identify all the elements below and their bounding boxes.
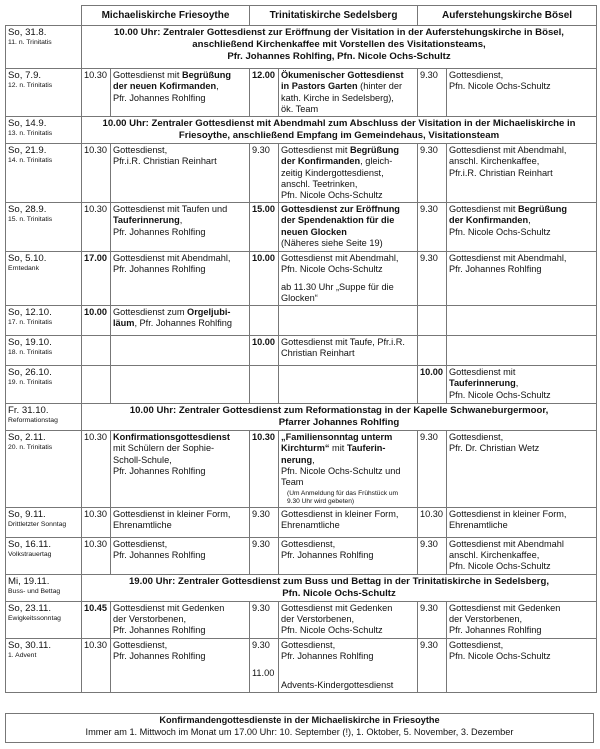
date-cell	[6, 538, 82, 575]
service-text: Pfr. Johannes Rohlfing	[113, 625, 206, 636]
service-details-cell	[447, 69, 597, 117]
breakfast-note-line: (Um Anmeldung für das Frühstück um	[287, 490, 399, 498]
central-service-cell	[82, 404, 597, 431]
service-text: Gottesdienst mit	[449, 367, 516, 378]
service-text: „Familiensonntag unterm	[281, 432, 393, 443]
service-details-cell	[279, 69, 418, 117]
service-time: 10.45	[84, 603, 107, 613]
service-text: Pfr. Johannes Rohlfing	[449, 625, 542, 636]
service-text: Gottesdienst,	[281, 640, 336, 650]
date-label: So, 28.9.	[8, 204, 47, 216]
service-text: (hinter der	[357, 81, 403, 92]
service-details-cell	[447, 336, 597, 366]
service-time: 10.30	[84, 509, 107, 519]
date-label: So, 14.9.	[8, 118, 47, 130]
service-text: ,	[528, 215, 531, 226]
service-time-cell	[250, 639, 279, 693]
central-service-text: Pfn. Nicole Ochs-Schultz	[282, 587, 396, 599]
breakfast-note	[281, 490, 415, 506]
service-time-cell	[250, 366, 279, 404]
service-text: (Näheres siehe Seite 19)	[281, 237, 383, 248]
service-time-cell	[82, 366, 111, 404]
date-label: So, 19.10.	[8, 337, 52, 349]
liturgical-day-label: 11. n. Trinitatis	[8, 38, 52, 46]
date-label: Fr. 31.10.	[8, 405, 49, 417]
service-time: 10.30	[84, 539, 107, 549]
service-text: ,	[515, 378, 519, 389]
service-text: , Pfr. Johannes Rohlfing	[134, 318, 233, 329]
date-label: So, 7.9.	[8, 70, 42, 82]
service-time: 10.30	[84, 432, 107, 443]
service-text: Pfr. Johannes Rohlfing	[281, 651, 374, 662]
service-text: ,	[312, 454, 315, 465]
service-text: Kirchturm“	[281, 443, 330, 454]
service-text: neuen Glocken	[281, 226, 347, 237]
service-time-cell	[250, 602, 279, 639]
date-label: So, 5.10.	[8, 253, 47, 265]
service-details-cell	[279, 252, 418, 306]
service-time: 10.30	[84, 145, 107, 156]
date-cell	[6, 117, 82, 144]
service-text: Pfr. Johannes Rohlfing	[113, 226, 206, 237]
service-text: Gottesdienst,	[449, 70, 504, 81]
service-text: ,	[179, 215, 183, 226]
service-details-cell	[111, 306, 250, 336]
service-time-cell	[250, 336, 279, 366]
date-cell	[6, 508, 82, 538]
central-service-text: Friesoythe, anschließend Empfang im Gemeindehaus, Visitationsteam	[178, 130, 500, 142]
service-details-cell	[279, 538, 418, 575]
service-text: Ehrenamtliche	[113, 520, 172, 531]
service-text: Konfirmationsgottesdienst	[113, 432, 230, 443]
service-text: Ehrenamtliche	[449, 520, 508, 531]
service-details-cell	[111, 431, 250, 508]
service-text: der Spendenaktion für die	[281, 215, 395, 226]
schedule-row	[6, 203, 597, 252]
service-details-cell	[447, 252, 597, 306]
central-service-cell	[82, 575, 597, 602]
service-time-cell	[82, 602, 111, 639]
service-time-cell	[250, 508, 279, 538]
service-text: anschl. Teetrinken,	[281, 178, 358, 189]
service-time: 9.30	[420, 145, 438, 156]
service-time-cell	[418, 639, 447, 693]
liturgical-day-label: Drittletzter Sonntag	[8, 520, 67, 528]
extra-service-text: Advents-Kindergottesdienst	[281, 679, 394, 690]
service-time-cell	[82, 336, 111, 366]
service-text: Begrüßung	[349, 145, 399, 156]
schedule-row	[6, 431, 597, 508]
service-time: 10.00	[420, 367, 444, 378]
service-time: 9.30	[420, 640, 438, 650]
service-time-cell	[418, 252, 447, 306]
service-time-cell	[418, 508, 447, 538]
service-time-cell	[418, 306, 447, 336]
service-time-cell	[418, 336, 447, 366]
service-text: Pfr. Johannes Rohlfing	[113, 651, 206, 662]
service-text: Begrüßung	[517, 204, 567, 215]
schedule-row	[6, 144, 597, 203]
service-time: 10.00	[84, 307, 107, 318]
header-michaeliskirche: Michaeliskirche Friesoythe	[82, 6, 250, 26]
service-text: Pfn. Nicole Ochs-Schultz	[449, 561, 551, 572]
service-details-cell	[279, 366, 418, 404]
service-text: der Verstorbenen,	[113, 614, 187, 625]
service-time: 10.30	[84, 640, 107, 650]
date-label: So, 23.11.	[8, 603, 52, 614]
service-text: Gottesdienst mit Gedenken	[281, 603, 393, 613]
service-time: 9.30	[420, 253, 438, 264]
service-details-cell	[447, 203, 597, 252]
service-text: Pfr. Dr. Christian Wetz	[449, 443, 540, 454]
service-time: 9.30	[420, 539, 438, 549]
service-text: mit	[329, 443, 347, 454]
service-time-cell	[418, 144, 447, 203]
service-details-cell	[279, 306, 418, 336]
service-time-cell	[418, 203, 447, 252]
service-time-cell	[82, 508, 111, 538]
service-details-cell	[447, 639, 597, 693]
service-text: Gottesdienst mit Taufen und	[113, 204, 228, 215]
service-details-cell	[111, 144, 250, 203]
date-cell	[6, 404, 82, 431]
service-text: Pfn. Nicole Ochs-Schultz	[449, 226, 551, 237]
date-cell	[6, 203, 82, 252]
date-label: So, 31.8.	[8, 27, 47, 39]
liturgical-day-label: Erntedank	[8, 264, 39, 272]
service-text: Tauferinnerung	[113, 215, 180, 226]
service-details-cell	[447, 538, 597, 575]
service-text: Christian Reinhart	[281, 348, 355, 359]
service-time-cell	[250, 69, 279, 117]
service-text: ,	[216, 81, 219, 92]
schedule-row	[6, 252, 597, 306]
date-cell	[6, 366, 82, 404]
service-text: Pfn. Nicole Ochs-Schultz	[281, 264, 383, 275]
date-cell	[6, 602, 82, 639]
schedule-row	[6, 26, 597, 69]
service-text: Tauferin-	[346, 443, 386, 454]
service-details-cell	[111, 538, 250, 575]
schedule-row	[6, 404, 597, 431]
service-text: Pfr. Johannes Rohlfing	[449, 264, 542, 275]
service-details-cell	[279, 508, 418, 538]
service-text: der Verstorbenen,	[449, 614, 523, 625]
service-time: 17.00	[84, 253, 107, 264]
service-text: Gottesdienst mit Taufe, Pfr.i.R.	[281, 337, 405, 348]
service-text: Orgeljubi-	[187, 307, 231, 318]
service-time-cell	[250, 431, 279, 508]
central-service-cell	[82, 117, 597, 144]
schedule-row	[6, 538, 597, 575]
schedule-row	[6, 69, 597, 117]
service-details-cell	[111, 69, 250, 117]
date-label: So, 12.10.	[8, 307, 52, 319]
date-cell	[6, 26, 82, 69]
service-text: Gottesdienst,	[113, 145, 168, 156]
service-text: Gottesdienst in kleiner Form,	[113, 509, 231, 519]
liturgical-day-label: 18. n. Trinitatis	[8, 348, 53, 356]
service-time-cell	[82, 639, 111, 693]
service-details-cell	[279, 203, 418, 252]
service-text: Gottesdienst mit	[281, 145, 350, 156]
service-text: Gottesdienst mit	[113, 70, 182, 81]
service-text: in Pastors Garten	[281, 81, 358, 92]
date-cell	[6, 639, 82, 693]
service-text: , gleich-	[360, 156, 393, 167]
date-cell	[6, 306, 82, 336]
central-service-text: Pfarrer Johannes Rohlfing	[278, 417, 400, 429]
service-time: 10.30	[420, 509, 444, 519]
service-text: Pfr. Johannes Rohlfing	[113, 550, 206, 561]
date-cell	[6, 575, 82, 602]
liturgical-day-label: 19. n. Trinitatis	[8, 378, 53, 386]
schedule-row	[6, 602, 597, 639]
service-time-cell	[250, 203, 279, 252]
service-time: 9.30	[252, 509, 270, 519]
service-text: mit Schülern der Sophie-	[113, 443, 215, 454]
service-text: Tauferinnerung	[449, 378, 516, 389]
service-text: Gottesdienst,	[449, 432, 504, 443]
service-time-cell	[418, 366, 447, 404]
service-text: Scholl-Schule,	[113, 454, 172, 465]
service-details-cell	[111, 366, 250, 404]
service-time-cell	[418, 538, 447, 575]
central-service-text: 10.00 Uhr: Zentraler Gottesdienst zur Eröffnung der Visitation in der Auferstehungskirche in Bösel,	[114, 27, 564, 39]
service-time: 10.30	[84, 70, 107, 81]
service-details-cell	[111, 252, 250, 306]
service-details-cell	[447, 306, 597, 336]
date-label: So, 26.10.	[8, 367, 52, 379]
service-time-cell	[82, 69, 111, 117]
service-details-cell	[447, 366, 597, 404]
service-time-cell	[82, 538, 111, 575]
service-text: nerung	[281, 454, 313, 465]
service-text: Gottesdienst zur Eröffnung	[281, 204, 400, 215]
date-cell	[6, 431, 82, 508]
schedule-row	[6, 575, 597, 602]
header-row	[6, 6, 597, 26]
service-time: 10.00	[252, 253, 275, 264]
service-time: 9.30	[420, 70, 438, 81]
schedule-row	[6, 336, 597, 366]
service-text: Gottesdienst mit	[449, 204, 518, 215]
central-service-cell	[82, 26, 597, 69]
service-text: Gottesdienst mit Abendmahl,	[449, 145, 567, 156]
liturgical-day-label: Reformationstag	[8, 416, 58, 424]
liturgical-day-label: Buss- und Bettag	[8, 587, 61, 595]
service-text: Pfr.i.R. Christian Reinhart	[113, 156, 217, 167]
service-text: Pfn. Nicole Ochs-Schultz	[449, 81, 551, 92]
service-text: Pfn. Nicole Ochs-Schultz	[281, 625, 383, 636]
service-text: Gottesdienst mit Abendmahl,	[113, 253, 231, 264]
service-text: Pfr. Johannes Rohlfing	[113, 465, 206, 476]
service-details-cell	[447, 144, 597, 203]
header-trinitatiskirche: Trinitatiskirche Sedelsberg	[250, 6, 418, 26]
service-text: Gottesdienst,	[449, 640, 504, 650]
service-text: Ökumenischer Gottesdienst	[281, 70, 404, 81]
extra-service-time: 11.00	[252, 668, 275, 679]
service-text: anschl. Kirchenkaffee,	[449, 550, 540, 561]
service-time-cell	[418, 602, 447, 639]
service-text: Gottesdienst in kleiner Form,	[281, 509, 399, 519]
date-cell	[6, 252, 82, 306]
date-label: So, 21.9.	[8, 145, 47, 157]
service-details-cell	[447, 602, 597, 639]
service-text: Team	[281, 476, 304, 487]
service-text: Pfr. Johannes Rohlfing	[281, 550, 374, 561]
service-time: 15.00	[252, 204, 275, 215]
service-time-cell	[82, 144, 111, 203]
service-time-cell	[250, 144, 279, 203]
service-time-cell	[418, 431, 447, 508]
service-text: Pfr.i.R. Christian Reinhart	[449, 167, 553, 178]
service-text: Pfr. Johannes Rohlfing	[113, 264, 206, 275]
service-text: Ehrenamtliche	[281, 520, 340, 531]
service-text: Pfn. Nicole Ochs-Schultz	[281, 190, 383, 201]
central-service-text: Pfr. Johannes Rohlfing, Pfn. Nicole Ochs-Schultz	[227, 51, 451, 63]
service-time: 9.30	[252, 539, 270, 549]
service-details-cell	[111, 203, 250, 252]
central-service-text: anschließend Kirchenkaffee mit Vorstellen des Visitationsteams,	[192, 39, 486, 51]
service-text: kath. Kirche in Sedelsberg),	[281, 92, 394, 103]
service-time-cell	[82, 203, 111, 252]
service-time-cell	[82, 252, 111, 306]
header-auferstehungskirche: Auferstehungskirche Bösel	[418, 6, 597, 26]
service-text: Pfn. Nicole Ochs-Schultz und	[281, 465, 401, 476]
service-time: 9.30	[252, 603, 270, 613]
service-time: 9.30	[252, 145, 270, 156]
service-text: anschl. Kirchenkaffee,	[449, 156, 540, 167]
header-date-column	[6, 6, 82, 26]
schedule-row	[6, 117, 597, 144]
schedule-row	[6, 366, 597, 404]
liturgical-day-label: 13. n. Trinitatis	[8, 129, 53, 137]
service-text: Glocken“	[281, 292, 318, 303]
service-text: der neuen Kofirmanden	[113, 81, 217, 92]
service-text: Gottesdienst,	[113, 539, 168, 549]
schedule-row	[6, 306, 597, 336]
service-details-cell	[279, 431, 418, 508]
service-details-cell	[111, 336, 250, 366]
service-text: Gottesdienst zum	[113, 307, 188, 318]
service-details-cell	[279, 602, 418, 639]
service-details-cell	[447, 508, 597, 538]
liturgical-day-label: 1. Advent	[8, 651, 37, 659]
schedule-row	[6, 508, 597, 538]
footer-text: Immer am 1. Mittwoch im Monat um 17.00 Uhr: 10. September (!), 1. Oktober, 5. November, 3. Dezember	[85, 726, 514, 737]
service-text: zeitig Kindergottesdienst,	[281, 167, 384, 178]
service-text: Gottesdienst mit Abendmahl	[449, 539, 564, 549]
service-time-cell	[250, 252, 279, 306]
date-label: So, 16.11.	[8, 539, 52, 550]
service-text: Gottesdienst mit Gedenken	[449, 603, 561, 613]
breakfast-note-line: 9.30 Uhr wird gebeten)	[287, 498, 355, 506]
service-time-cell	[250, 306, 279, 336]
service-text: Pfn. Nicole Ochs-Schultz	[449, 389, 551, 400]
service-text: der Konfirmanden	[281, 156, 361, 167]
service-text: läum	[113, 318, 135, 329]
service-text: der Konfirmanden	[449, 215, 529, 226]
date-cell	[6, 336, 82, 366]
date-cell	[6, 69, 82, 117]
central-service-text: 10.00 Uhr: Zentraler Gottesdienst zum Reformationstag in der Kapelle Schwaneburgermoor,	[129, 405, 549, 417]
service-details-cell	[111, 639, 250, 693]
service-text: Begrüßung	[181, 70, 231, 81]
service-time: 10.00	[252, 337, 275, 348]
service-time-cell	[82, 431, 111, 508]
service-text: ök. Team	[281, 103, 319, 114]
service-details-cell	[279, 144, 418, 203]
service-time: 10.30	[252, 432, 275, 443]
service-time: 9.30	[420, 432, 438, 443]
liturgical-day-label: 14. n. Trinitatis	[8, 156, 53, 164]
liturgical-day-label: 20. n. Trinitatis	[8, 443, 53, 451]
service-time-cell	[82, 306, 111, 336]
service-details-cell	[111, 602, 250, 639]
date-label: So, 30.11.	[8, 640, 52, 651]
service-text: Gottesdienst in kleiner Form,	[449, 509, 567, 519]
service-time: 10.30	[84, 204, 107, 215]
service-text: Pfr. Johannes Rohlfing	[113, 92, 206, 103]
service-details-cell	[279, 639, 418, 693]
service-schedule-table	[5, 5, 597, 693]
date-label: So, 2.11.	[8, 432, 46, 444]
central-service-text: 10.00 Uhr: Zentraler Gottesdienst mit Abendmahl zum Abschluss der Visitation in der Michaeliskirche in	[102, 118, 576, 130]
liturgical-day-label: Volkstrauertag	[8, 550, 52, 558]
service-details-cell	[447, 431, 597, 508]
footer-title: Konfirmandengottesdienste in der Michaeliskirche in Friesoythe	[159, 715, 440, 725]
service-time: 9.30	[252, 640, 270, 650]
service-time-cell	[418, 69, 447, 117]
service-text: Gottesdienst mit Gedenken	[113, 603, 225, 613]
service-details-cell	[111, 508, 250, 538]
service-text: der Verstorbenen,	[281, 614, 355, 625]
schedule-row	[6, 639, 597, 693]
liturgical-day-label: Ewigkeitssonntag	[8, 614, 61, 622]
service-text: Gottesdienst mit Abendmahl,	[449, 253, 567, 264]
service-time-cell	[250, 538, 279, 575]
service-time: 12.00	[252, 70, 275, 81]
confirmation-services-note	[5, 713, 594, 743]
central-service-text: 19.00 Uhr: Zentraler Gottesdienst zum Buss und Bettag in der Trinitatiskirche in Sedelsberg,	[128, 576, 550, 587]
service-details-cell	[279, 336, 418, 366]
service-text: Gottesdienst,	[113, 640, 168, 650]
service-time: 9.30	[420, 603, 438, 613]
service-time: 9.30	[420, 204, 438, 215]
service-text: Gottesdienst mit Abendmahl,	[281, 253, 399, 264]
date-label: Mi, 19.11.	[8, 576, 50, 587]
date-label: So, 9.11.	[8, 509, 46, 520]
service-text: Gottesdienst,	[281, 539, 336, 549]
liturgical-day-label: 12. n. Trinitatis	[8, 81, 53, 89]
service-text: Pfn. Nicole Ochs-Schultz	[449, 651, 551, 662]
liturgical-day-label: 15. n. Trinitatis	[8, 215, 53, 223]
date-cell	[6, 144, 82, 203]
service-text: ab 11.30 Uhr „Suppe für die	[281, 281, 394, 292]
liturgical-day-label: 17. n. Trinitatis	[8, 318, 53, 326]
